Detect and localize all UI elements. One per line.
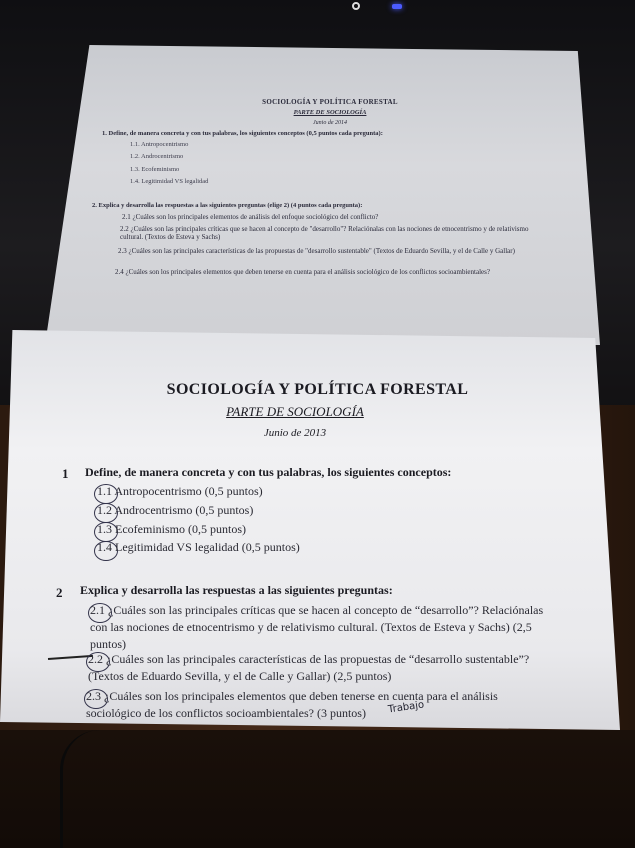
concept-item: 1.1 Antropocentrismo (0,5 puntos) [97, 484, 263, 498]
back-q1-item: 1.3. Ecofeminismo [130, 166, 180, 173]
back-exam-sheet [45, 45, 600, 345]
concept-item: 1.4 Legitimidad VS legalidad (0,5 puntos) [97, 540, 300, 554]
question-part: 2.1 ¿Cuáles son las principales críticas que se hacen al concepto de “desarrollo”? Relaciónalas con las nociones de etnocentrismo y de relativismo cultural. (Textos de Esteva y Sachs) (2,5 puntos) [90, 603, 544, 651]
back-date: Junio de 2014 [313, 120, 347, 126]
exam-title: SOCIOLOGÍA Y POLÍTICA FORESTAL [166, 381, 469, 398]
back-q1-item: 1.4. Legitimidad VS legalidad [130, 178, 209, 185]
question-part: 2.3 ¿Cuáles son los principales elementos que deben tenerse en cuenta para el análisis sociológico de los conflictos socioambientales? (3 puntos) [86, 689, 498, 720]
back-q2-sub: 2.3 ¿Cuáles son las principales características de las propuestas de "desarrollo sustentable" (Textos de Eduardo Sevilla, y el de Calle y Gallar) [118, 247, 515, 255]
back-subtitle: PARTE DE SOCIOLOGÍA [293, 109, 367, 116]
concept-item: 1.3 Ecofeminismo (0,5 puntos) [97, 522, 246, 536]
back-title: SOCIOLOGÍA Y POLÍTICA FORESTAL [262, 98, 398, 106]
question-number: 1 [62, 466, 69, 481]
back-q2-sub: 2.4 ¿Cuáles son los principales elementos que deben tenerse en cuenta para el análisis sociológico de los conflictos socioambientales? [115, 268, 490, 276]
exam-subtitle: PARTE DE SOCIOLOGÍA [226, 404, 364, 419]
back-q2: 2. Explica y desarrolla las respuestas a las siguientes preguntas (elige 2) (4 puntos cada pregunta): [92, 202, 363, 209]
concept-item: 1.2 Androcentrismo (0,5 puntos) [97, 503, 254, 517]
cable [60, 730, 123, 848]
back-q1-item: 1.2. Androcentrismo [130, 153, 184, 160]
question-heading: Explica y desarrolla las respuestas a las siguientes preguntas: [80, 583, 393, 597]
question-part: 2.2 ¿Cuáles son las principales características de las propuestas de “desarrollo sustentable”? (Textos de Eduardo Sevilla, y el de Calle y Gallar) (2,5 puntos) [88, 652, 530, 683]
back-q2-sub: 2.2 ¿Cuáles son las principales críticas que se hacen al concepto de "desarrollo"? Relaciónalas con las nociones de etnocentrismo y de relativismo cultural. (Textos de Esteva y Sachs) [120, 225, 529, 241]
back-q2-sub: 2.1 ¿Cuáles son los principales elementos de análisis del enfoque sociológico del conflicto? [122, 213, 379, 221]
power-led-icon [352, 2, 360, 10]
status-led-icon [392, 4, 402, 9]
question-heading: Define, de manera concreta y con tus palabras, los siguientes conceptos: [85, 465, 452, 479]
exam-date: Junio de 2013 [263, 427, 327, 439]
back-q1-item: 1.1. Antropocentrismo [130, 141, 189, 148]
handwritten-note: Trabajo [387, 699, 425, 716]
back-q1: 1. Define, de manera concreta y con tus palabras, los siguientes conceptos (0,5 puntos cada pregunta): [102, 130, 383, 137]
question-number: 2 [56, 585, 63, 600]
